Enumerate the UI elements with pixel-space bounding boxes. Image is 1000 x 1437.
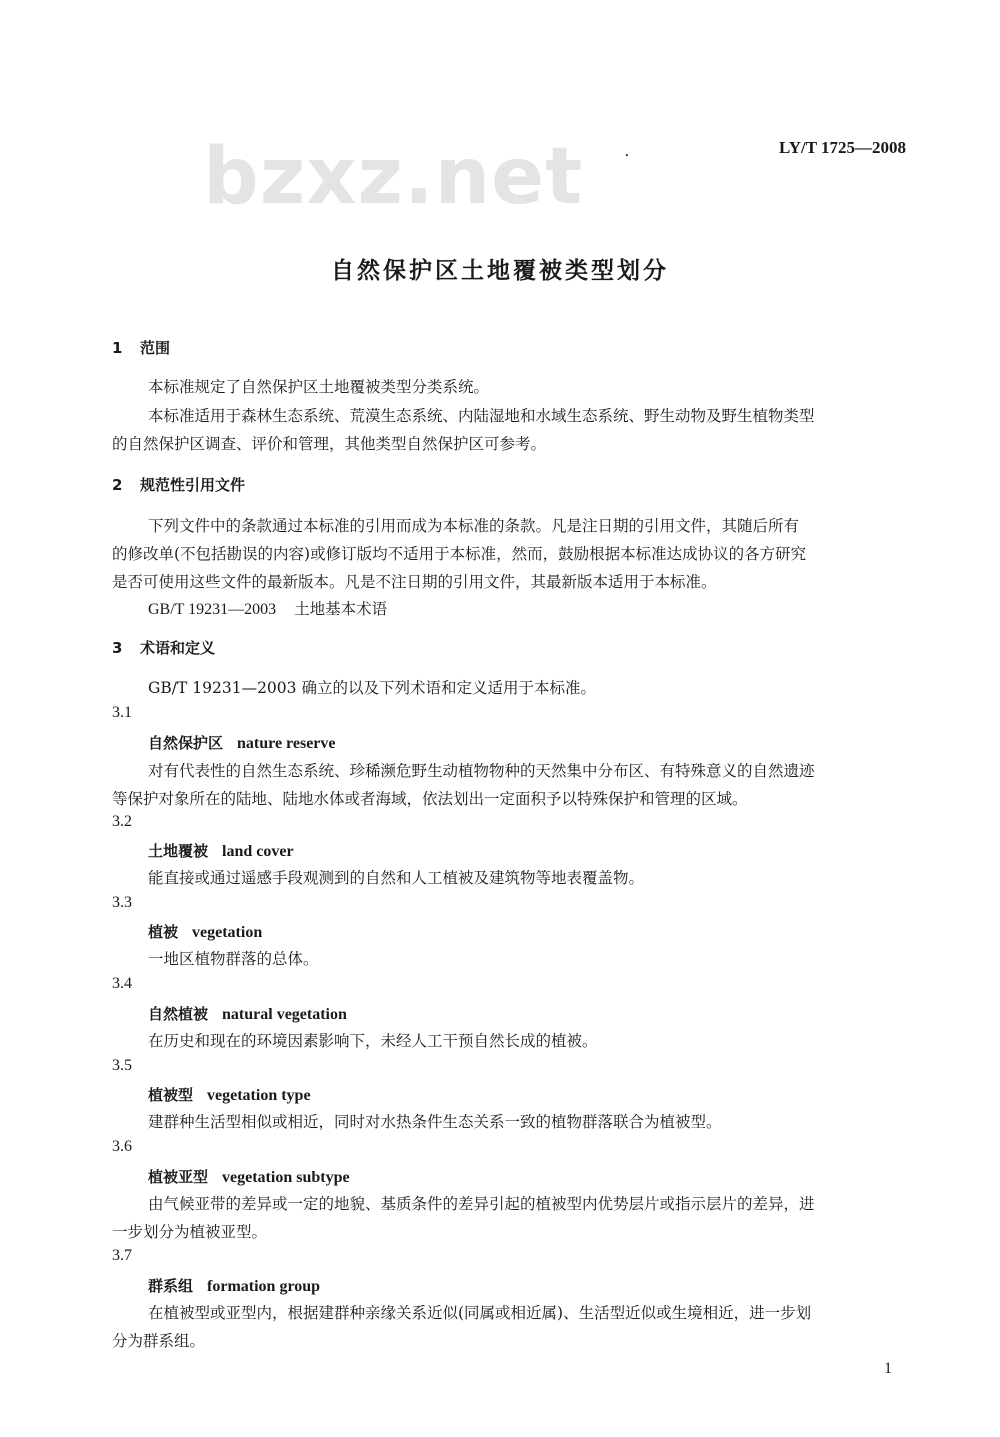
definition: 分为群系组。 (112, 1332, 206, 1350)
definition: 等保护对象所在的陆地、陆地水体或者海域，依法划出一定面积予以特殊保护和管理的区域。 (112, 790, 748, 808)
paragraph: 本标准规定了自然保护区土地覆被类型分类系统。 (148, 378, 490, 396)
section-3-heading (112, 637, 215, 658)
term-en: nature reserve (237, 735, 336, 752)
reference-title: 土地基本术语 (294, 600, 388, 618)
definition: 在植被型或亚型内，根据建群种亲缘关系近似(同属或相近属)、生活型近似或生境相近，进一步划 (148, 1304, 812, 1322)
clause-number: 3.2 (112, 813, 132, 830)
watermark: bzxz.net (203, 132, 584, 222)
term-zh: 土地覆被 (148, 842, 209, 860)
standard-number: LY/T 1725—2008 (778, 138, 906, 157)
definition: 一步划分为植被亚型。 (112, 1223, 268, 1241)
clause-number: 3.5 (112, 1057, 132, 1074)
definition: 一地区植物群落的总体。 (148, 950, 319, 968)
definition: 对有代表性的自然生态系统、珍稀濒危野生动植物物种的天然集中分布区、有特殊意义的自然遗迹 (148, 762, 815, 780)
term-zh: 群系组 (148, 1277, 194, 1295)
header-dot: . (624, 140, 630, 161)
term-heading (148, 732, 336, 753)
section-number: 2 (112, 476, 123, 494)
section-title: 术语和定义 (140, 639, 216, 657)
definition: 建群种生活型相似或相近，同时对水热条件生态关系一致的植物群落联合为植被型。 (148, 1113, 722, 1131)
term-heading (148, 921, 262, 942)
clause-number: 3.1 (112, 704, 132, 721)
term-en: natural vegetation (222, 1006, 347, 1023)
section-1-heading (112, 337, 170, 358)
term-zh: 植被 (148, 923, 179, 941)
term-heading (148, 1003, 347, 1024)
reference-code: GB/T 19231—2003 (148, 601, 277, 618)
term-heading (148, 1166, 350, 1187)
page-number: 1 (884, 1360, 892, 1377)
term-zh: 植被型 (148, 1086, 194, 1104)
clause-number: 3.3 (112, 894, 132, 911)
page-title: 自然保护区土地覆被类型划分 (331, 258, 669, 284)
paragraph: 本标准适用于森林生态系统、荒漠生态系统、内陆湿地和水域生态系统、野生动物及野生植物类型 (148, 407, 815, 425)
paragraph: GB/T 19231—2003 确立的以及下列术语和定义适用于本标准。 (148, 679, 596, 697)
term-en: formation group (207, 1278, 321, 1295)
paragraph: 的自然保护区调查、评价和管理，其他类型自然保护区可参考。 (112, 435, 547, 453)
clause-number: 3.4 (112, 975, 132, 992)
clause-number: 3.7 (112, 1247, 132, 1264)
term-zh: 自然保护区 (148, 734, 224, 752)
term-zh: 自然植被 (148, 1005, 209, 1023)
paragraph: 下列文件中的条款通过本标准的引用而成为本标准的条款。凡是注日期的引用文件，其随后所有 (148, 517, 800, 535)
term-heading (148, 1084, 311, 1105)
term-zh: 植被亚型 (148, 1168, 209, 1186)
definition: 在历史和现在的环境因素影响下，未经人工干预自然长成的植被。 (148, 1032, 598, 1050)
section-title: 规范性引用文件 (140, 476, 246, 494)
term-heading (148, 1275, 320, 1296)
paragraph: 的修改单(不包括勘误的内容)或修订版均不适用于本标准，然而，鼓励根据本标准达成协议的各方研究 (112, 545, 807, 563)
term-en: vegetation type (207, 1087, 311, 1104)
section-number: 1 (112, 339, 123, 357)
term-heading (148, 840, 294, 861)
term-en: vegetation (192, 924, 263, 941)
term-en: vegetation subtype (222, 1169, 350, 1186)
clause-number: 3.6 (112, 1138, 132, 1155)
definition: 由气候亚带的差异或一定的地貌、基质条件的差异引起的植被型内优势层片或指示层片的差异，进 (148, 1195, 815, 1213)
paragraph: 是否可使用这些文件的最新版本。凡是不注日期的引用文件，其最新版本适用于本标准。 (112, 573, 717, 591)
section-2-heading (112, 474, 245, 495)
term-en: land cover (222, 843, 294, 860)
definition: 能直接或通过遥感手段观测到的自然和人工植被及建筑物等地表覆盖物。 (148, 869, 645, 887)
section-title: 范围 (140, 339, 171, 357)
normative-reference (148, 597, 387, 619)
section-number: 3 (112, 639, 123, 657)
